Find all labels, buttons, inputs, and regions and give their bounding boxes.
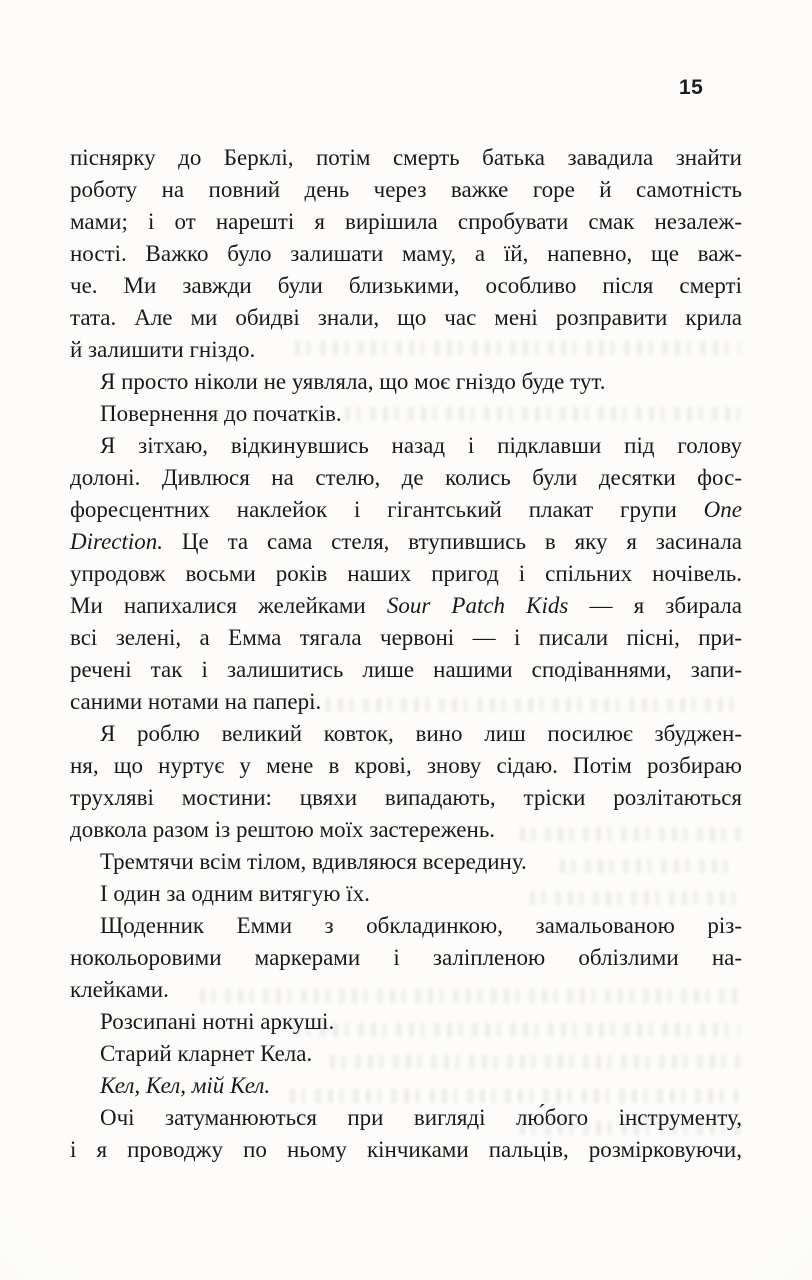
text-line: клейками. <box>70 977 169 1002</box>
text-line: Старий кларнет Кела. <box>100 1041 313 1066</box>
paragraph <box>70 718 742 846</box>
text-line: І один за одним витягую їх. <box>100 881 370 906</box>
italic-text: One <box>703 497 742 522</box>
text-line: нокольоровими маркерами і заліпленою облізлими на- <box>70 945 742 970</box>
text-line: Очі затуманюються при вигляді лю́бого інструменту, <box>100 1105 742 1130</box>
italic-text: Direction. <box>70 529 164 554</box>
paragraph <box>70 398 742 430</box>
text-line: всі зелені, а Емма тягала червоні — і писали пісні, при- <box>70 625 742 650</box>
text-line: піснярку до Берклі, потім смерть батька завадила знайти <box>70 145 742 170</box>
text-line: довкола разом із рештою моїх застережень. <box>70 817 496 842</box>
text-line: ності. Важко було залишати маму, а їй, напевно, ще важ- <box>70 241 742 266</box>
italic-text: Sour Patch Kids <box>386 593 569 618</box>
text-line: тата. Але ми обидві знали, що час мені розправити крила <box>70 305 742 330</box>
text-line: Щоденник Емми з обкладинкою, замальованою різ- <box>100 913 742 938</box>
text-line: Тремтячи всім тілом, вдивляюся всередину. <box>100 849 527 874</box>
text-line: Кел, Кел, мій Кел. <box>100 1073 271 1098</box>
paragraph <box>70 878 742 910</box>
body-text <box>70 142 742 1166</box>
paragraph <box>70 1006 742 1038</box>
text-line: форесцентних наклейок і гігантський плакат групи One <box>70 497 742 522</box>
paragraph <box>70 846 742 878</box>
paragraph <box>70 430 742 718</box>
paragraph <box>70 1102 742 1166</box>
text-line: ня, що нуртує у мене в крові, знову сідаю. Потім розбираю <box>70 753 742 778</box>
text-line: Я просто ніколи не уявляла, що моє гніздо буде тут. <box>100 369 606 394</box>
text-line: долоні. Дивлюся на стелю, де колись були десятки фос- <box>70 465 742 490</box>
page-number: 15 <box>679 76 704 99</box>
text-line: Direction. Це та сама стеля, втупившись в яку я засинала <box>70 529 742 554</box>
text-line: й залишити гніздо. <box>70 337 256 362</box>
text-line: саними нотами на папері. <box>70 689 322 714</box>
paragraph <box>70 1038 742 1070</box>
text-line: упродовж восьми років наших пригод і спільних ночівель. <box>70 561 742 586</box>
text-line: Я зітхаю, відкинувшись назад і підклавши під голову <box>100 433 742 458</box>
text-line: мами; і от нарешті я вирішила спробувати смак незалеж- <box>70 209 742 234</box>
paragraph <box>70 1070 742 1102</box>
text-line: Розсипані нотні аркуші. <box>100 1009 335 1034</box>
text-line: і я проводжу по ньому кінчиками пальців, розмірковуючи, <box>70 1137 742 1162</box>
paragraph <box>70 910 742 1006</box>
text-line: Повернення до початків. <box>100 401 342 426</box>
text-line: че. Ми завжди були близькими, особливо після смерті <box>70 273 742 298</box>
paragraph <box>70 142 742 366</box>
text-line: трухляві мостини: цвяхи випадають, тріски розлітаються <box>70 785 742 810</box>
text-line: роботу на повний день через важке горе й самотність <box>70 177 742 202</box>
text-line: речені так і залишитись лише нашими сподіваннями, запи- <box>70 657 742 682</box>
text-line: Я роблю великий ковток, вино лиш посилює збуджен- <box>100 721 742 746</box>
paragraph <box>70 366 742 398</box>
text-line: Ми напихалися желейками Sour Patch Kids — я збирала <box>70 593 742 618</box>
